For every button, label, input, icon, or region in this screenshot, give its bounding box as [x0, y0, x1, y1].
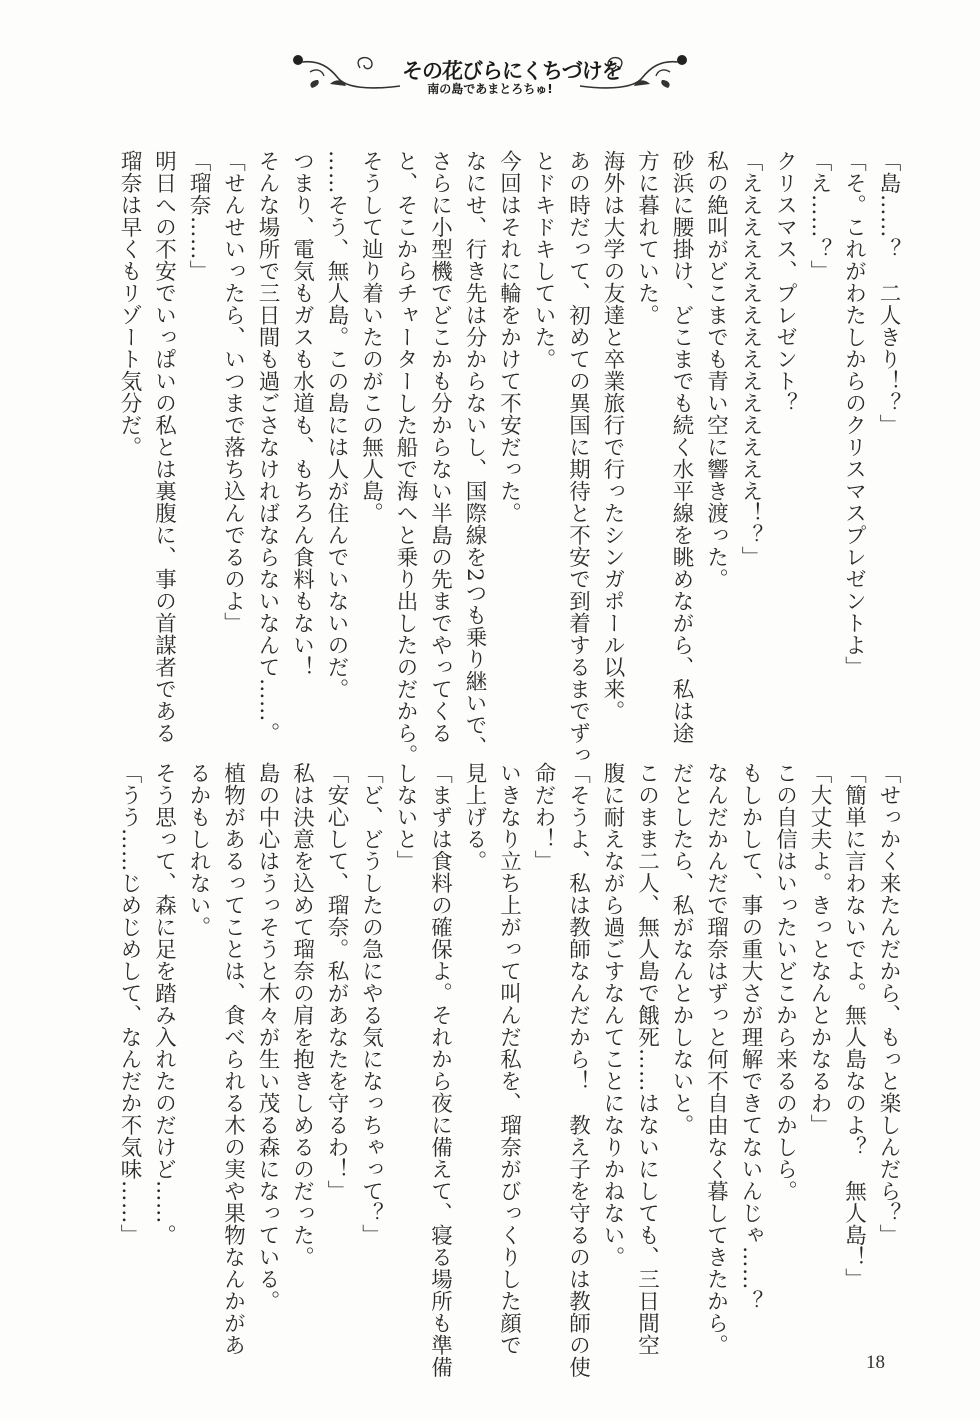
text-line: 「簡単に言わないでよ。無人島なのよ？ 無人島！」 — [841, 762, 867, 1290]
text-line: 「え……？」 — [807, 150, 832, 282]
floral-ornament-right-icon — [575, 50, 690, 94]
text-line: つまり、電気もガスも水道も、もちろん食料もない！ — [289, 150, 315, 678]
text-line: しないと」 — [393, 762, 418, 872]
text-line: 命だわ！」 — [531, 762, 556, 872]
text-line: 「まずは食料の確保よ。それから夜に備えて、寝る場所も準備 — [427, 762, 453, 1378]
text-line: このまま二人、無人島で餓死……はないにしても、三日間空 — [634, 762, 660, 1356]
text-line: もしかして、事の重大さが理解できてないんじゃ……？ — [738, 762, 763, 1312]
text-line: 「そ。これがわたしからのクリスマスプレゼントよ」 — [841, 150, 867, 678]
text-line: なにせ、行き先は分からないし、国際線を2つも乗り継いで、 — [462, 150, 487, 759]
text-line: 「瑠奈……」 — [186, 150, 211, 282]
text-line: そんな場所で三日間も過ごさなければならないなんて……。 — [255, 150, 280, 744]
text-line: 海外は大学の友達と卒業旅行で行ったシンガポール以来。 — [600, 150, 625, 722]
text-line: そうして辿り着いたのがこの無人島。 — [358, 150, 384, 524]
text-line: 「大丈夫よ。きっとなんとかなるわ」 — [807, 762, 832, 1136]
text-line: そう思って、森に足を踏み入れたのだけど……。 — [151, 762, 177, 1246]
text-line: 砂浜に腰掛け、どこまでも続く水平線を眺めながら、私は途 — [669, 150, 694, 744]
text-line: この自信はいったいどこから来るのかしら。 — [772, 762, 798, 1202]
text-line: さらに小型機でどこかも分からない半島の先までやってくる — [427, 150, 453, 744]
text-line: なんだかんだで瑠奈はずっと何不自由なく暮してきたから。 — [703, 762, 729, 1356]
text-line: 腹に耐えながら過ごすなんてことになりかねない。 — [600, 762, 625, 1268]
text-line: ……そう、無人島。この島には人が住んでいないのだ。 — [324, 150, 349, 700]
page-number: 18 — [866, 1352, 885, 1373]
text-line: 「ど、どうしたの急にやる気になっちゃって？」 — [358, 762, 384, 1246]
text-line: と、そこからチャーターした船で海へと乗り出したのだから。 — [393, 150, 418, 766]
text-line: あの時だって、初めての異国に期待と不安で到着するまでずっ — [565, 150, 591, 766]
text-line: いきなり立ち上がって叫んだ私を、瑠奈がびっくりした顔で — [496, 762, 522, 1356]
text-line: 私は決意を込めて瑠奈の肩を抱きしめるのだった。 — [289, 762, 315, 1268]
floral-ornament-left-icon — [290, 50, 405, 94]
text-line: 今回はそれに輪をかけて不安だった。 — [496, 150, 522, 524]
text-line: 「えええええええええええええええ！？」 — [738, 150, 763, 568]
text-line: 「安心して、瑠奈。私があなたを守るわ！」 — [324, 762, 349, 1202]
text-line: 「せっかく来たんだから、もっと楽しんだら？」 — [876, 762, 901, 1246]
header-title: その花びらにくちづけを — [402, 59, 622, 83]
running-header — [290, 50, 690, 100]
text-line: だとしたら、私がなんとかしないと。 — [669, 762, 694, 1136]
text-line: 「せんせいったら、いつまで落ち込んでるのよ」 — [220, 150, 246, 634]
text-line: 明日への不安でいっぱいの私とは裏腹に、事の首謀者である — [151, 150, 177, 744]
text-line: 私の絶叫がどこまでも青い空に響き渡った。 — [703, 150, 729, 590]
text-block-upper — [112, 150, 906, 766]
header-subtitle: 南の島であまとろちゅ! — [427, 82, 553, 96]
text-line: 瑠奈は早くもリゾート気分だ。 — [117, 150, 142, 458]
text-line: 「うう……じめじめして、なんだか不気味……」 — [117, 762, 142, 1246]
text-line: 見上げる。 — [462, 762, 487, 872]
text-line: るかもしれない。 — [186, 762, 211, 938]
text-line: とドキドキしていた。 — [531, 150, 556, 370]
text-line: クリスマス、プレゼント？ — [772, 150, 798, 414]
text-line: 植物があるってことは、食べられる木の実や果物なんかがあ — [220, 762, 246, 1356]
text-line: 島の中心はうっそうと木々が生い茂る森になっている。 — [255, 762, 280, 1312]
text-line: 「島……？ 二人きり！？」 — [876, 150, 901, 436]
text-line: 方に暮れていた。 — [634, 150, 660, 326]
text-line: 「そうよ、私は教師なんだから！ 教え子を守るのは教師の使 — [565, 762, 591, 1378]
